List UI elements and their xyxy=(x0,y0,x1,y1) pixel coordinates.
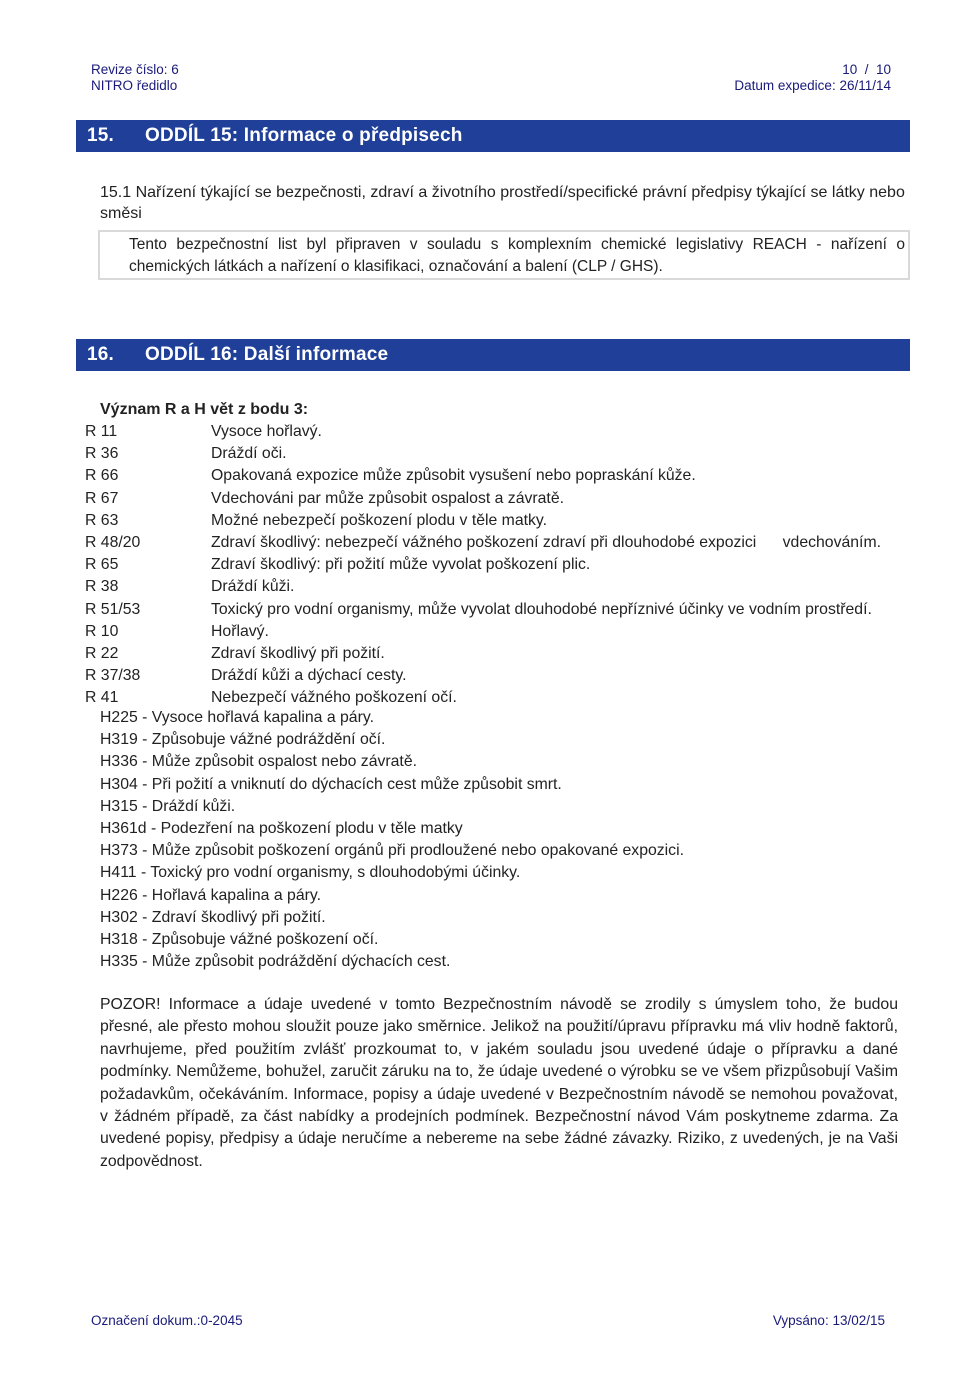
issue-date: Datum expedice: 26/11/14 xyxy=(734,78,891,93)
r-phrase-row xyxy=(85,465,881,487)
page-header-right xyxy=(734,62,891,94)
h-phrase: H336 - Může způsobit ospalost nebo závratě. xyxy=(100,753,417,771)
r-phrase-row xyxy=(85,599,881,621)
h-phrase: H302 - Zdraví škodlivý při požití. xyxy=(100,908,326,926)
r-phrase-code: R 22 xyxy=(85,644,119,662)
r-phrase-code: R 67 xyxy=(85,489,119,507)
section-15-1-text: Tento bezpečnostní list byl připraven v souladu s komplexním chemické legislativy REACH - nařízení o chemických látkách a nařízení o klasifikaci, označování a balení (CLP / GHS). xyxy=(129,236,905,275)
h-phrase: H411 - Toxický pro vodní organismy, s dlouhodobými účinky. xyxy=(100,864,521,882)
r-phrase-code: R 66 xyxy=(85,467,119,485)
r-phrase-text: Možné nebezpečí poškození plodu v těle matky. xyxy=(211,511,548,529)
h-phrase: H318 - Způsobuje vážné poškození očí. xyxy=(100,930,379,948)
r-phrase-text: Zdraví škodlivý při požití. xyxy=(211,644,385,662)
r-phrase-text: Zdraví škodlivý: při požití může vyvolat poškození plic. xyxy=(211,556,591,574)
disclaimer-paragraph: POZOR! Informace a údaje uvedené v tomto Bezpečnostním návodě se zrodily s úmyslem toho, že budou přesné, ale přesto mohou sloužit pouze jako směrnice. Jelikož na použití/úpravu přípravku má vliv hodně faktorů, navrhujeme, před použitím zvlášť prozkoumat to, v jakém souladu jsou uvedené údaje o přípravku a dané podmínky. Nemůžeme, bohužel, zaručit záruku na to, že údaje uvedené o výrobku se ve všem přizpůsobují Vašim požadavkům, očekáváním. Informace, popisy a údaje uvedené v Bezpečnostním návodě se nemohou považovat, v žádném případě, za část nabídky a prodejních podmínek. Bezpečnostní návod Vám poskytneme zdarma. Za uvedené popisy, předpisy a údaje neručíme a nebereme na sebe žádné závazky. Riziko, z uvedených, je na Vaši zodpovědnost. xyxy=(100,996,898,1170)
document-id: Označení dokum.:0-2045 xyxy=(91,1313,243,1328)
revision-number: Revize číslo: 6 xyxy=(91,62,179,77)
r-phrase-text: Zdraví škodlivý: nebezpečí vážného poškození zdraví při dlouhodobé expozici vdechováním. xyxy=(211,533,881,551)
r-phrase-text: Vysoce hořlavý. xyxy=(211,423,322,440)
r-phrase-code: R 63 xyxy=(85,511,119,529)
r-phrases-list xyxy=(85,421,881,709)
r-phrase-row xyxy=(85,532,881,554)
r-phrase-code: R 65 xyxy=(85,556,119,574)
r-phrase-code: R 41 xyxy=(85,689,119,707)
written-date: Vypsáno: 13/02/15 xyxy=(772,1313,885,1328)
r-phrase-text: Dráždí oči. xyxy=(211,445,287,463)
h-phrase: H361d - Podezření na poškození plodu v těle matky xyxy=(100,819,463,837)
phrases-meaning-title: Význam R a H vět z bodu 3: xyxy=(100,401,309,418)
section-15-title: ODDÍL 15: Informace o předpisech xyxy=(145,125,463,146)
r-phrase-code: R 51/53 xyxy=(85,600,141,618)
h-phrase: H225 - Vysoce hořlavá kapalina a páry. xyxy=(100,709,374,726)
r-phrase-text: Opakovaná expozice může způsobit vysušení nebo popraskání kůže. xyxy=(211,467,696,485)
h-phrase: H335 - Může způsobit podráždění dýchacích cest. xyxy=(100,953,451,971)
r-phrase-row xyxy=(85,554,881,576)
h-phrase: H315 - Dráždí kůži. xyxy=(100,797,236,815)
section-16-number: 16. xyxy=(87,344,115,365)
r-phrase-row xyxy=(85,621,881,643)
product-name: NITRO ředidlo xyxy=(91,78,178,93)
r-phrase-row xyxy=(85,576,881,598)
r-phrase-text: Dráždí kůži. xyxy=(211,578,295,596)
r-phrase-code: R 48/20 xyxy=(85,533,141,551)
r-phrase-code: R 38 xyxy=(85,578,119,596)
section-15-number: 15. xyxy=(87,125,115,146)
r-phrase-row xyxy=(85,510,881,532)
r-phrase-code: R 37/38 xyxy=(85,667,141,685)
h-phrase: H226 - Hořlavá kapalina a páry. xyxy=(100,886,321,904)
r-phrase-code: R 11 xyxy=(85,423,118,440)
r-phrase-row xyxy=(85,665,881,687)
h-phrase: H319 - Způsobuje vážné podráždění očí. xyxy=(100,731,386,749)
h-phrase: H304 - Při požití a vniknutí do dýchacích cest může způsobit smrt. xyxy=(100,775,562,793)
r-phrase-code: R 36 xyxy=(85,445,119,463)
r-phrase-row xyxy=(85,421,881,443)
r-phrase-row xyxy=(85,443,881,465)
section-15-header xyxy=(76,120,910,152)
section-15-1-heading: 15.1 Nařízení týkající se bezpečnosti, zdraví a životního prostředí/specifické právní předpisy týkající se látky nebo směsi xyxy=(100,184,905,222)
r-phrase-text: Nebezpečí vážného poškození očí. xyxy=(211,689,457,707)
page-number: 10 / 10 xyxy=(842,62,891,77)
h-phrases-list xyxy=(100,707,684,973)
r-phrase-row xyxy=(85,643,881,665)
r-phrase-text: Dráždí kůži a dýchací cesty. xyxy=(211,667,407,685)
r-phrase-code: R 10 xyxy=(85,622,119,640)
h-phrase: H373 - Může způsobit poškození orgánů při prodloužené nebo opakované expozici. xyxy=(100,842,684,860)
r-phrase-text: Hořlavý. xyxy=(211,622,269,640)
r-phrase-text: Vdechováni par může způsobit ospalost a závratě. xyxy=(211,489,565,507)
section-16-header xyxy=(76,339,910,371)
page-header-left xyxy=(91,62,179,94)
r-phrase-text: Toxický pro vodní organismy, může vyvolat dlouhodobé nepříznivé účinky ve vodním prostředí. xyxy=(211,600,872,618)
section-16-title: ODDÍL 16: Další informace xyxy=(145,344,389,365)
r-phrase-row xyxy=(85,488,881,510)
section-15-1-box xyxy=(98,230,910,280)
